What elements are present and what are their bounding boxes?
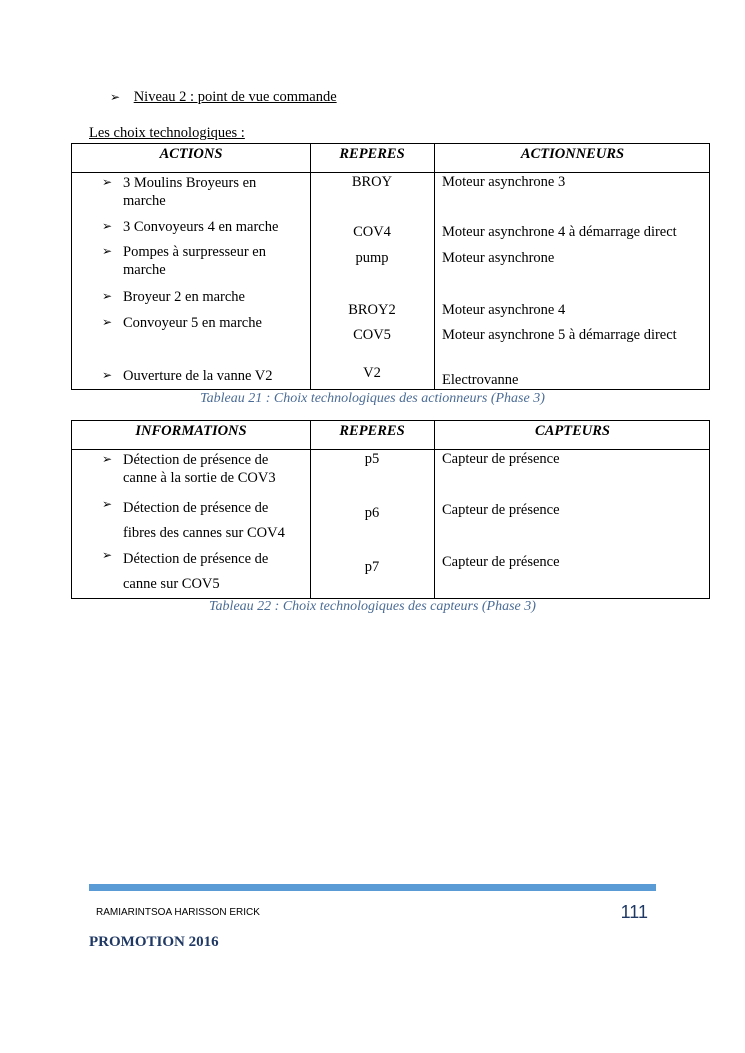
table-cell-repere: BROY <box>351 174 393 190</box>
table-cell-actionneur: Moteur asynchrone <box>442 250 555 266</box>
table-cell-actionneur: Moteur asynchrone 3 <box>442 174 566 190</box>
bullet-arrow-icon: ➢ <box>102 219 113 233</box>
column-header: INFORMATIONS <box>135 423 247 439</box>
table-cell-repere: COV5 <box>353 327 391 343</box>
page-number: 111 <box>620 902 648 922</box>
bullet-arrow-icon: ➢ <box>102 452 113 466</box>
table-cell-action: 3 Convoyeurs 4 en marche <box>123 219 279 235</box>
bullet-arrow-icon: ➢ <box>110 90 121 104</box>
bullet-arrow-icon: ➢ <box>102 315 113 329</box>
table-cell-info: Détection de présence de canne sur COV5 <box>123 551 269 592</box>
table-cell-action: Ouverture de la vanne V2 <box>123 368 273 384</box>
table-cell-action: Convoyeur 5 en marche <box>123 315 262 331</box>
table-caption: Tableau 21 : Choix technologiques des actionneurs (Phase 3) <box>200 391 545 406</box>
column-header: ACTIONS <box>159 146 223 162</box>
table-cell-capteur: Capteur de présence <box>442 554 560 570</box>
column-header: REPERES <box>339 423 405 439</box>
footer-author: RAMIARINTSOA HARISSON ERICK <box>96 907 260 918</box>
table-cell-action: Broyeur 2 en marche <box>123 289 245 305</box>
table-cell-repere: COV4 <box>353 224 391 240</box>
table-cell-info: Détection de présence de fibres des cannes sur COV4 <box>123 500 285 541</box>
section-heading-text: Niveau 2 : point de vue commande <box>133 89 337 105</box>
table-caption: Tableau 22 : Choix technologiques des capteurs (Phase 3) <box>209 599 536 614</box>
bullet-arrow-icon: ➢ <box>102 548 113 562</box>
column-header: ACTIONNEURS <box>520 146 625 162</box>
footer-divider <box>89 884 656 891</box>
bullet-arrow-icon: ➢ <box>102 497 113 511</box>
table-cell-repere: p7 <box>364 559 380 575</box>
column-header: REPERES <box>339 146 405 162</box>
table-cell-repere: V2 <box>363 365 381 381</box>
table-cell-repere: pump <box>355 250 389 266</box>
table-cell-info: Détection de présence de canne à la sortie de COV3 <box>123 452 276 486</box>
table-cell-capteur: Capteur de présence <box>442 451 560 467</box>
table-cell-repere: BROY2 <box>348 302 396 318</box>
section-heading <box>110 89 337 106</box>
bullet-arrow-icon: ➢ <box>102 289 113 303</box>
capteurs-table <box>71 420 710 599</box>
table-cell-actionneur: Moteur asynchrone 4 à démarrage direct <box>442 224 677 240</box>
table-cell-repere: p5 <box>364 451 380 467</box>
table-cell-action: 3 Moulins Broyeurs en marche <box>123 175 257 209</box>
actionneurs-table <box>71 143 710 390</box>
bullet-arrow-icon: ➢ <box>102 175 113 189</box>
table-cell-action: Pompes à surpresseur en marche <box>123 244 266 278</box>
bullet-arrow-icon: ➢ <box>102 244 113 258</box>
table-cell-actionneur: Electrovanne <box>442 372 519 388</box>
bullet-arrow-icon: ➢ <box>102 368 113 382</box>
table-cell-capteur: Capteur de présence <box>442 502 560 518</box>
table-cell-actionneur: Moteur asynchrone 5 à démarrage direct <box>442 327 677 343</box>
table-cell-repere: p6 <box>364 505 380 521</box>
table-cell-actionneur: Moteur asynchrone 4 <box>442 302 566 318</box>
intro-text: Les choix technologiques : <box>89 125 245 141</box>
footer-promotion: PROMOTION 2016 <box>89 934 219 950</box>
column-header: CAPTEURS <box>535 423 610 439</box>
